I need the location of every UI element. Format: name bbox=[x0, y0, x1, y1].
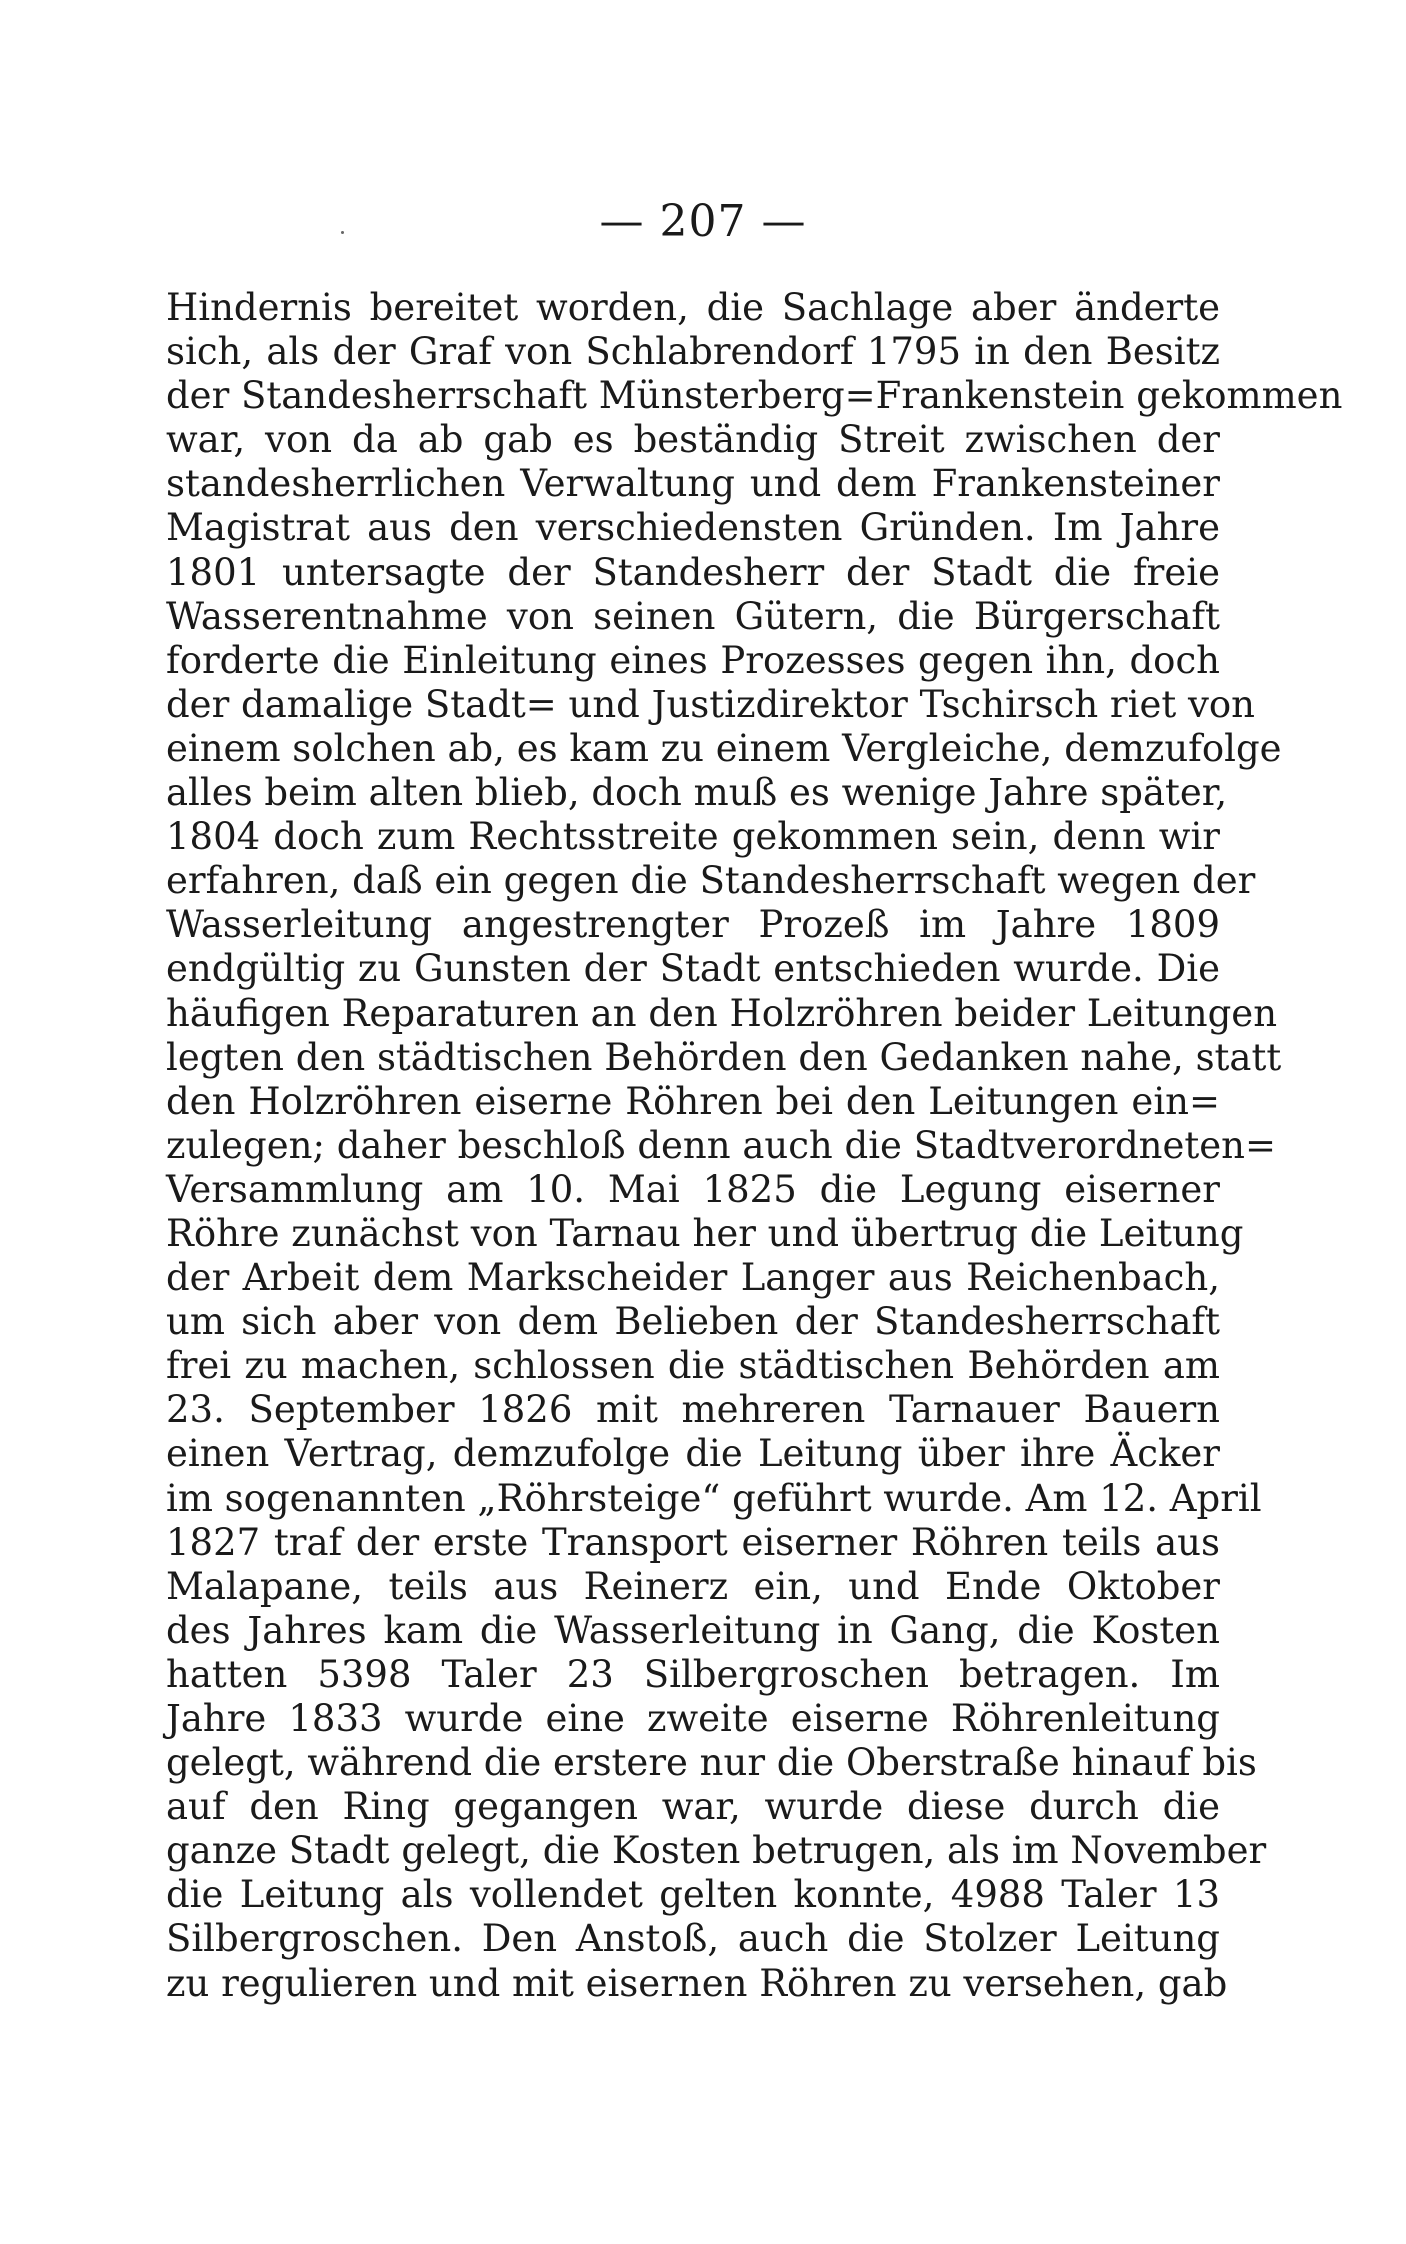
text-line: Versammlung am 10. Mai 1825 die Legung eiserner bbox=[166, 1167, 1220, 1211]
text-line: Hindernis bereitet worden, die Sachlage aber änderte bbox=[166, 286, 1220, 329]
text-line: 1804 doch zum Rechtsstreite gekommen sein, denn wir bbox=[166, 815, 1220, 859]
text-line: zulegen; daher beschloß denn auch die Stadtverordneten= bbox=[166, 1123, 1276, 1167]
text-line: hatten 5398 Taler 23 Silbergroschen betragen. Im bbox=[166, 1652, 1220, 1696]
text-line: der Arbeit dem Markscheider Langer aus Reichenbach, bbox=[166, 1256, 1220, 1300]
text-line: Malapane, teils aus Reinerz ein, und Ende Oktober bbox=[166, 1564, 1220, 1608]
text-line: die Leitung als vollendet gelten konnte, 4988 Taler 13 bbox=[166, 1873, 1220, 1917]
text-line: forderte die Einleitung eines Prozesses gegen ihn, doch bbox=[166, 638, 1220, 682]
text-line: endgültig zu Gunsten der Stadt entschieden wurde. Die bbox=[166, 947, 1220, 991]
body-text bbox=[166, 286, 1343, 2006]
text-line: einem solchen ab, es kam zu einem Vergleiche, demzufolge bbox=[166, 726, 1282, 770]
text-line: der Standesherrschaft Münsterberg=Frankenstein gekommen bbox=[166, 374, 1343, 418]
text-line: Jahre 1833 wurde eine zweite eiserne Röhrenleitung bbox=[166, 1697, 1220, 1740]
print-speck bbox=[341, 231, 344, 234]
text-line: Wasserleitung angestrengter Prozeß im Jahre 1809 bbox=[166, 903, 1220, 947]
text-line: Silbergroschen. Den Anstoß, auch die Stolzer Leitung bbox=[166, 1917, 1220, 1961]
text-line: gelegt, während die erstere nur die Oberstraße hinauf bis bbox=[166, 1741, 1257, 1785]
text-line: 1801 untersagte der Standesherr der Stadt die freie bbox=[166, 550, 1220, 594]
text-line: um sich aber von dem Belieben der Standesherrschaft bbox=[166, 1300, 1220, 1344]
text-line: standesherrlichen Verwaltung und dem Frankensteiner bbox=[166, 462, 1220, 506]
text-line: 1827 traf der erste Transport eiserner Röhren teils aus bbox=[166, 1520, 1220, 1564]
text-line: sich, als der Graf von Schlabrendorf 1795 in den Besitz bbox=[166, 330, 1220, 374]
page-number: — 207 — bbox=[599, 196, 807, 247]
text-line: Magistrat aus den verschiedensten Gründen. Im Jahre bbox=[166, 506, 1220, 550]
text-line: zu regulieren und mit eisernen Röhren zu versehen, gab bbox=[166, 1961, 1228, 2005]
text-line: Wasserentnahme von seinen Gütern, die Bürgerschaft bbox=[166, 594, 1220, 638]
text-line: erfahren, daß ein gegen die Standesherrschaft wegen der bbox=[166, 859, 1256, 903]
text-line: der damalige Stadt= und Justizdirektor Tschirsch riet von bbox=[166, 682, 1255, 726]
text-line: 23. September 1826 mit mehreren Tarnauer Bauern bbox=[166, 1388, 1220, 1432]
text-line: den Holzröhren eiserne Röhren bei den Leitungen ein= bbox=[166, 1079, 1220, 1123]
text-line: des Jahres kam die Wasserleitung in Gang, die Kosten bbox=[166, 1608, 1220, 1652]
text-line: Röhre zunächst von Tarnau her und übertrug die Leitung bbox=[166, 1211, 1244, 1255]
text-line: alles beim alten blieb, doch muß es wenige Jahre später, bbox=[166, 771, 1228, 815]
text-line: legten den städtischen Behörden den Gedanken nahe, statt bbox=[166, 1035, 1282, 1079]
text-line: einen Vertrag, demzufolge die Leitung über ihre Äcker bbox=[166, 1432, 1220, 1476]
text-line: ganze Stadt gelegt, die Kosten betrugen, als im November bbox=[166, 1829, 1267, 1873]
text-line: im sogenannten „Röhrsteige“ geführt wurde. Am 12. April bbox=[166, 1476, 1262, 1520]
text-line: auf den Ring gegangen war, wurde diese durch die bbox=[166, 1785, 1220, 1829]
text-line: war, von da ab gab es beständig Streit zwischen der bbox=[166, 418, 1220, 462]
text-line: häufigen Reparaturen an den Holzröhren beider Leitungen bbox=[166, 991, 1278, 1035]
text-line: frei zu machen, schlossen die städtischen Behörden am bbox=[166, 1344, 1220, 1388]
